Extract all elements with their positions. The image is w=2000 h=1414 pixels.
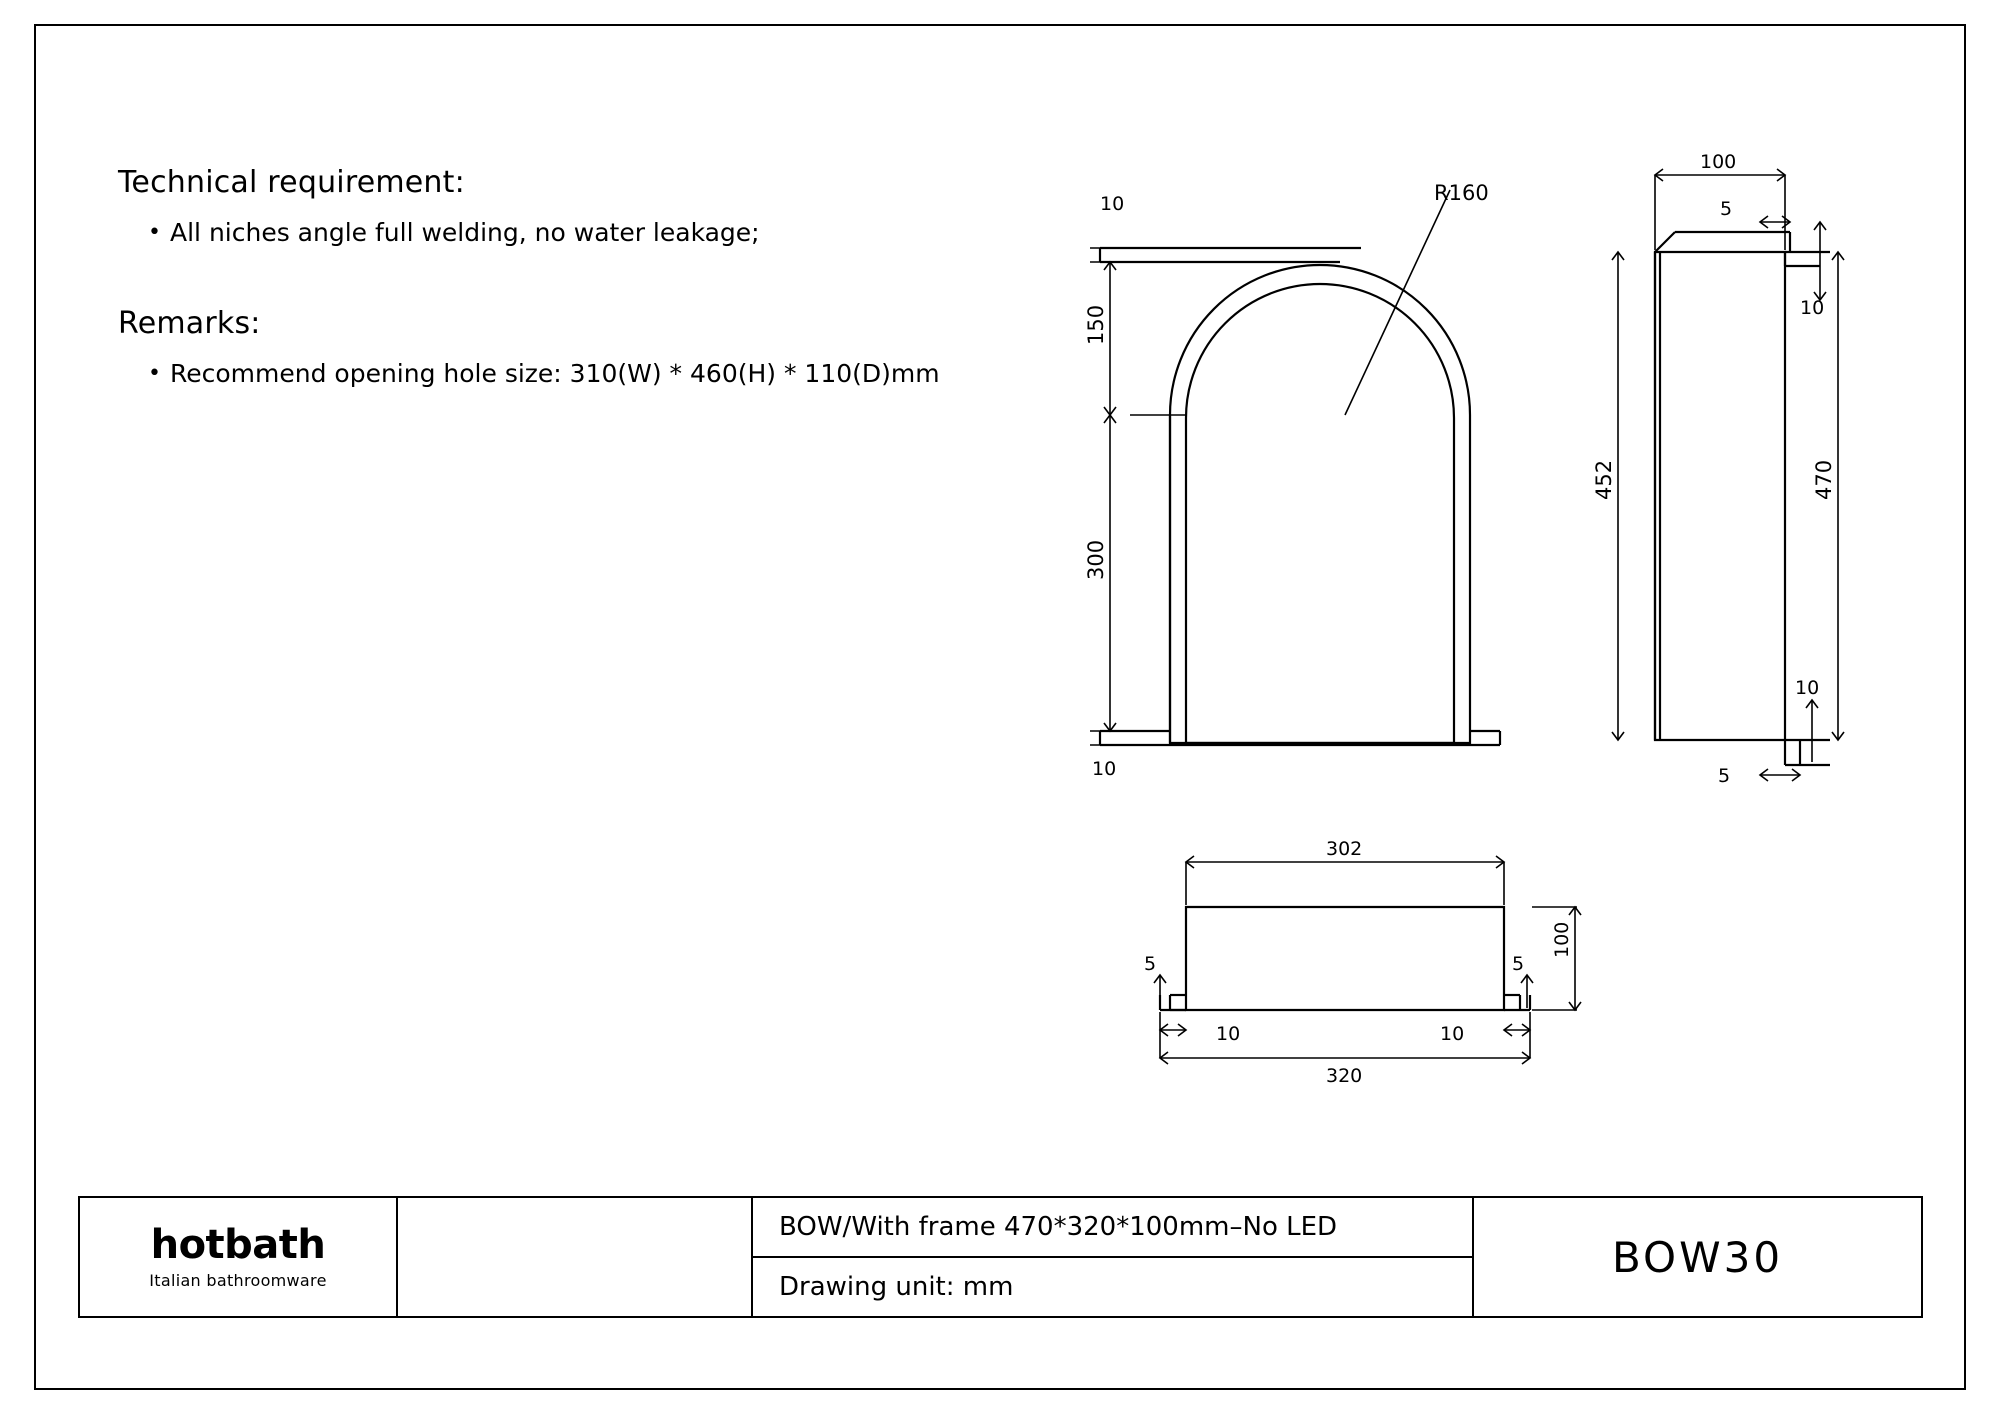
drawing-code: BOW30 xyxy=(1611,1232,1784,1282)
side-view xyxy=(1592,151,1844,787)
dim-top-left-lip: 5 xyxy=(1144,953,1157,975)
top-view xyxy=(1144,838,1581,1087)
dim-side-lip-top: 5 xyxy=(1720,198,1733,220)
dim-side-flange-top: 10 xyxy=(1800,297,1825,319)
dim-side-lip-bottom: 5 xyxy=(1718,765,1731,787)
dim-front-arch-height: 150 xyxy=(1084,304,1108,345)
title-block xyxy=(78,1196,1923,1318)
dim-side-depth: 100 xyxy=(1700,151,1737,173)
dim-top-right-flange: 10 xyxy=(1440,1023,1465,1045)
title-block-description-cells xyxy=(753,1198,1474,1316)
technical-requirement-heading: Technical requirement: xyxy=(118,165,465,200)
dim-side-flange-bottom: 10 xyxy=(1795,677,1820,699)
dim-side-inner-height: 452 xyxy=(1592,459,1616,500)
technical-requirement-text: All niches angle full welding, no water leakage; xyxy=(170,218,760,247)
dim-top-inner-width: 302 xyxy=(1326,838,1363,860)
dim-front-bottom-flange: 10 xyxy=(1092,758,1117,780)
brand-name: hotbath xyxy=(150,1221,326,1268)
brand-logo xyxy=(80,1198,398,1316)
dim-top-right-lip: 5 xyxy=(1512,953,1525,975)
title-block-empty-cell xyxy=(398,1198,753,1316)
drawing-unit: Drawing unit: mm xyxy=(779,1272,1014,1302)
brand-tagline: Italian bathroomware xyxy=(149,1270,327,1290)
dim-side-outer-height: 470 xyxy=(1812,459,1836,500)
dim-r160: R160 xyxy=(1434,181,1489,205)
dim-top-depth: 100 xyxy=(1551,921,1573,958)
remarks-text: Recommend opening hole size: 310(W) * 460(H) * 110(D)mm xyxy=(170,359,940,388)
dim-front-body-height: 300 xyxy=(1084,539,1108,580)
bullet-icon: • xyxy=(148,220,161,245)
dim-front-top-flange: 10 xyxy=(1100,193,1125,215)
product-description: BOW/With frame 470*320*100mm–No LED xyxy=(753,1198,1472,1258)
bullet-icon: • xyxy=(148,361,161,386)
dim-top-left-flange: 10 xyxy=(1216,1023,1241,1045)
remarks-heading: Remarks: xyxy=(118,306,261,341)
front-view xyxy=(1084,181,1500,780)
dim-top-outer-width: 320 xyxy=(1326,1065,1363,1087)
